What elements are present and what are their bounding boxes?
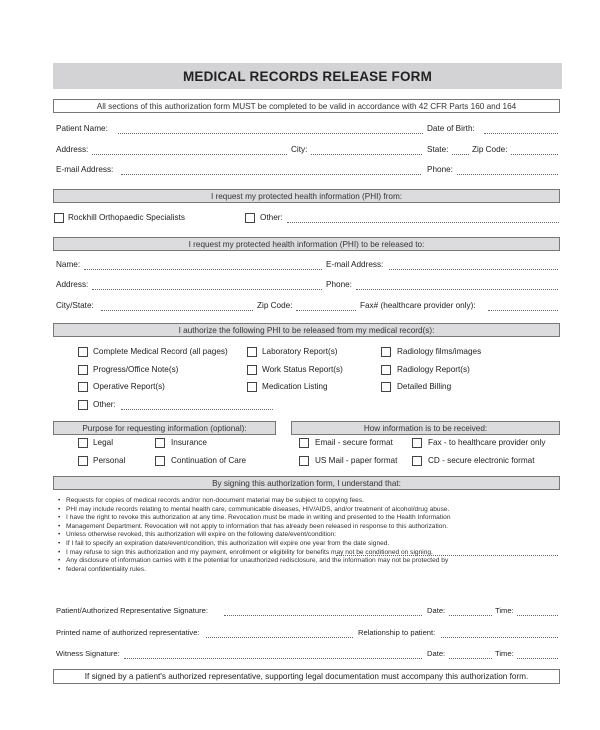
release-to-header: I request my protected health information (PHI) to be released to: xyxy=(53,237,560,251)
legal-checkbox[interactable] xyxy=(78,438,88,448)
purpose-header: Purpose for requesting information (optional): xyxy=(53,421,276,435)
recipient-fax-field[interactable] xyxy=(488,310,558,311)
recipient-fax-label: Fax# (healthcare provider only): xyxy=(360,301,476,310)
request-from-header: I request my protected health information (PHI) from: xyxy=(53,189,560,203)
cd-delivery-label: CD - secure electronic format xyxy=(428,456,535,465)
radiology-report-label: Radiology Report(s) xyxy=(397,365,470,374)
complete-record-checkbox[interactable] xyxy=(78,347,88,357)
patient-email-label: E-mail Address: xyxy=(56,165,114,174)
relationship-label: Relationship to patient: xyxy=(358,628,436,637)
recipient-address-label: Address: xyxy=(56,280,89,289)
fax-delivery-checkbox[interactable] xyxy=(412,438,422,448)
progress-notes-checkbox[interactable] xyxy=(78,365,88,375)
patient-name-field[interactable] xyxy=(118,133,423,134)
representative-notice: If signed by a patient's authorized representative, supporting legal documentation must accompany this authorization form. xyxy=(53,669,560,684)
work-status-label: Work Status Report(s) xyxy=(262,365,343,374)
insurance-checkbox[interactable] xyxy=(155,438,165,448)
medication-listing-label: Medication Listing xyxy=(262,382,328,391)
recipient-phone-field[interactable] xyxy=(356,289,558,290)
patient-phone-field[interactable] xyxy=(457,174,558,175)
signature-time-label: Time: xyxy=(495,606,514,615)
validity-notice: All sections of this authorization form MUST be completed to be valid in accordance with 42 CFR Parts 160 and 164 xyxy=(53,99,560,113)
recipient-city-field[interactable] xyxy=(101,310,253,311)
other-record-field[interactable] xyxy=(121,409,273,410)
recipient-email-label: E-mail Address: xyxy=(326,260,384,269)
personal-label: Personal xyxy=(93,456,126,465)
terms-bullet-continuation: • Management Department. Revocation will not apply to information that has already been released in response to this authorization. xyxy=(57,523,527,532)
signature-date-label: Date: xyxy=(427,606,446,615)
witness-field[interactable] xyxy=(124,658,422,659)
email-delivery-checkbox[interactable] xyxy=(299,438,309,448)
witness-time-field[interactable] xyxy=(517,658,558,659)
detailed-billing-label: Detailed Billing xyxy=(397,382,452,391)
terms-list xyxy=(57,497,527,574)
detailed-billing-checkbox[interactable] xyxy=(381,382,391,392)
other-record-checkbox[interactable] xyxy=(78,400,88,410)
printed-name-field[interactable] xyxy=(206,637,353,638)
patient-state-field[interactable] xyxy=(452,154,469,155)
cd-delivery-checkbox[interactable] xyxy=(412,456,422,466)
patient-city-field[interactable] xyxy=(311,154,422,155)
terms-bullet: • Unless otherwise revoked, this authorization will expire on the following date/event/condition: xyxy=(57,531,527,540)
form-title: MEDICAL RECORDS RELEASE FORM xyxy=(53,63,562,89)
patient-state-label: State: xyxy=(427,145,449,154)
radiology-films-label: Radiology films/images xyxy=(397,347,482,356)
printed-name-label: Printed name of authorized representative: xyxy=(56,628,200,637)
signature-date-field[interactable] xyxy=(449,615,492,616)
email-delivery-label: Email - secure format xyxy=(315,438,393,447)
signature-field[interactable] xyxy=(224,615,422,616)
other-source-label: Other: xyxy=(260,213,283,222)
terms-bullet: • Requests for copies of medical records and/or non-document material may be subject to copying fees. xyxy=(57,497,527,506)
mail-delivery-label: US Mail - paper format xyxy=(315,456,398,465)
witness-time-label: Time: xyxy=(495,649,514,658)
recipient-name-field[interactable] xyxy=(84,269,322,270)
recipient-zip-label: Zip Code: xyxy=(257,301,293,310)
operative-report-label: Operative Report(s) xyxy=(93,382,165,391)
other-source-field[interactable] xyxy=(287,222,559,223)
witness-date-label: Date: xyxy=(427,649,446,658)
work-status-checkbox[interactable] xyxy=(247,365,257,375)
expiration-field[interactable] xyxy=(336,555,558,556)
personal-checkbox[interactable] xyxy=(78,456,88,466)
patient-zip-label: Zip Code: xyxy=(472,145,508,154)
rockhill-label: Rockhill Orthopaedic Specialists xyxy=(68,213,185,222)
dob-label: Date of Birth: xyxy=(427,124,475,133)
insurance-label: Insurance xyxy=(171,438,207,447)
progress-notes-label: Progress/Office Note(s) xyxy=(93,365,179,374)
witness-label: Witness Signature: xyxy=(56,649,120,658)
recipient-zip-field[interactable] xyxy=(296,310,356,311)
terms-bullet: • I may refuse to sign this authorization and my payment, enrollment or eligibility for benefits may not be conditioned on signing. xyxy=(57,549,527,558)
recipient-city-label: City/State: xyxy=(56,301,94,310)
relationship-field[interactable] xyxy=(441,637,558,638)
patient-name-label: Patient Name: xyxy=(56,124,108,133)
continuation-label: Continuation of Care xyxy=(171,456,247,465)
recipient-name-label: Name: xyxy=(56,260,81,269)
medication-listing-checkbox[interactable] xyxy=(247,382,257,392)
other-source-checkbox[interactable] xyxy=(245,213,255,223)
patient-address-field[interactable] xyxy=(92,154,287,155)
terms-bullet: • If I fail to specify an expiration date/event/condition, this authorization will expire one year from the date signed. xyxy=(57,540,527,549)
patient-address-label: Address: xyxy=(56,145,89,154)
witness-date-field[interactable] xyxy=(449,658,492,659)
lab-report-checkbox[interactable] xyxy=(247,347,257,357)
patient-phone-label: Phone: xyxy=(427,165,453,174)
patient-email-field[interactable] xyxy=(121,174,421,175)
mail-delivery-checkbox[interactable] xyxy=(299,456,309,466)
patient-zip-field[interactable] xyxy=(511,154,558,155)
legal-label: Legal xyxy=(93,438,114,447)
delivery-header: How information is to be received: xyxy=(291,421,560,435)
signature-time-field[interactable] xyxy=(517,615,558,616)
rockhill-checkbox[interactable] xyxy=(54,213,64,223)
lab-report-label: Laboratory Report(s) xyxy=(262,347,338,356)
patient-city-label: City: xyxy=(291,145,308,154)
recipient-address-field[interactable] xyxy=(92,289,322,290)
signature-label: Patient/Authorized Representative Signature: xyxy=(56,606,208,615)
terms-bullet: • Any disclosure of information carries with it the potential for unauthorized redisclosure, and the information may not be protected by xyxy=(57,557,527,566)
operative-report-checkbox[interactable] xyxy=(78,382,88,392)
terms-header: By signing this authorization form, I understand that: xyxy=(53,476,560,490)
terms-bullet-continuation: • federal confidentiality rules. xyxy=(57,566,527,575)
radiology-films-checkbox[interactable] xyxy=(381,347,391,357)
continuation-checkbox[interactable] xyxy=(155,456,165,466)
records-header: I authorize the following PHI to be released from my medical record(s): xyxy=(53,323,560,337)
terms-bullet: • PHI may include records relating to mental health care, communicable diseases, HIV/AIDS, and/or treatment of alcohol/drug abuse. xyxy=(57,506,527,515)
recipient-phone-label: Phone: xyxy=(326,280,352,289)
complete-record-label: Complete Medical Record (all pages) xyxy=(93,347,228,356)
radiology-report-checkbox[interactable] xyxy=(381,365,391,375)
dob-field[interactable] xyxy=(484,133,558,134)
fax-delivery-label: Fax - to healthcare provider only xyxy=(428,438,546,447)
other-record-label: Other: xyxy=(93,400,116,409)
terms-bullet: • I have the right to revoke this authorization at any time. Revocation must be made in writing and presented to the Health Information xyxy=(57,514,527,523)
recipient-email-field[interactable] xyxy=(389,269,558,270)
